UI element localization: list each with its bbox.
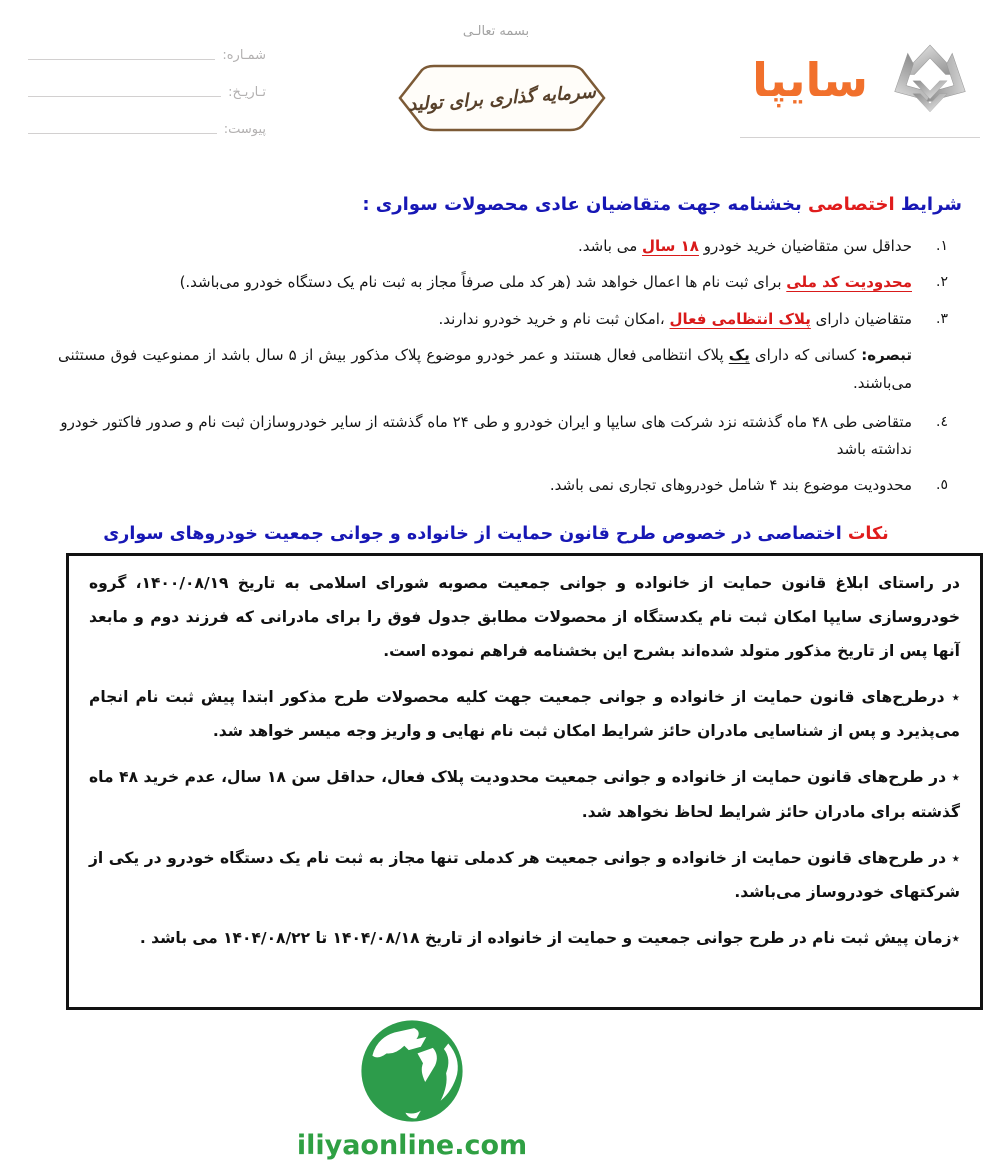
list-item-1 xyxy=(0,233,992,259)
note-underlined-word: یک xyxy=(728,345,750,364)
box-paragraph-5: ٭زمان پیش ثبت نام در طرح جوانی جمعیت و حمایت از خانواده از تاریخ ۱۴۰۴/۰۸/۱۸ تا ۱۴۰۴/۰۸/۲۲ می باشد . xyxy=(139,928,960,947)
watermark xyxy=(292,1016,532,1161)
field-date-blank-line xyxy=(28,95,221,97)
list-item-4 xyxy=(0,409,992,462)
field-number xyxy=(28,48,266,63)
field-attachment-blank-line xyxy=(28,132,217,134)
investment-stamp xyxy=(392,57,612,139)
item-1-text-post: می باشد. xyxy=(578,237,643,255)
item-2-highlight: محدودیت کد ملی xyxy=(786,273,912,292)
box-paragraph-1: در راستای ابلاغ قانون حمایت از خانواده و جوانی جمعیت مصوبه شورای اسلامی به تاریخ ۱۴۰۰/۰۸/۱۹، گروه خودروسازی سایپا امکان ثبت نام یکدستگاه از محصولات مطابق جدول فوق را برای مادرانی که فرزند دوم و مابعد آنها پس از تاریخ مذکور متولد شده‌اند بشرح این بخشنامه فراهم نموده است. xyxy=(89,574,960,661)
stamp-calligraphy-text: سرمایه گذاری برای تولید xyxy=(407,80,597,116)
saipa-emblem-icon xyxy=(876,34,984,126)
saipa-logo-row xyxy=(736,34,984,126)
field-date xyxy=(28,85,266,100)
notes-box xyxy=(66,553,983,1010)
note-label: تبصره: xyxy=(861,345,912,364)
item-2-number: ۲. xyxy=(936,274,948,291)
section2-title-rest: اختصاصی در خصوص طرح قانون حمایت از خانواده و جوانی جمعیت خودروهای سواری xyxy=(103,524,848,544)
item-1-highlight: ۱۸ سال xyxy=(642,237,699,255)
item-1-text: حداقل سن متقاضیان خرید خودرو xyxy=(698,237,912,255)
item-5-text: محدودیت موضوع بند ۴ شامل خودروهای تجاری نمی باشد. xyxy=(549,475,912,494)
item-3-text-post: ،امکان ثبت نام و خرید خودرو ندارند. xyxy=(438,309,670,328)
note-text-post: پلاک انتظامی فعال هستند و عمر خودرو موضوع پلاک مذکور بیش از ۵ سال باشد از ممنوعیت فوق مستثنی می‌باشند. xyxy=(58,345,912,392)
list-item-3 xyxy=(0,306,992,332)
item-1-number: ۱. xyxy=(936,238,948,254)
website-text: iliyaonline.com xyxy=(296,1130,528,1161)
bismillah-text: بسمه تعالـی xyxy=(462,24,530,39)
item-5-number: ٥. xyxy=(936,476,948,493)
section1-title-highlight: اختصاصی xyxy=(808,194,895,215)
item-3-highlight: پلاک انتظامی فعال xyxy=(669,309,811,328)
item-2-text-post: برای ثبت نام ها اعمال خواهد شد (هر کد ملی صرفاً مجاز به ثبت نام یک دستگاه خودرو می‌باشد.) xyxy=(179,273,787,292)
saipa-wordmark: سایپا xyxy=(752,53,868,107)
section2-title xyxy=(0,524,992,544)
item-3-number: ۳. xyxy=(936,310,948,327)
field-number-label: شمـاره: xyxy=(222,48,266,63)
section2-title-highlight: نکات xyxy=(847,524,889,544)
field-attachment xyxy=(28,122,266,137)
logo-underline xyxy=(740,137,980,138)
field-attachment-label: پیوست: xyxy=(223,122,266,137)
box-paragraph-2: ٭ درطرح‌های قانون حمایت از خانواده و جوانی جمعیت جهت کلیه محصولات طرح مذکور ابتدا پیش ثبت نام انجام می‌پذیرد و پس از شناسایی مادران حائز شرایط امکان ثبت نام نهایی و واریز وجه میسر خواهد شد. xyxy=(89,688,960,741)
item-4-text: متقاضی طی ۴۸ ماه گذشته نزد شرکت های سایپا و ایران خودرو و طی ۲۴ ماه گذشته از سایر خودروسازان ثبت نام و صدور فاکتور خودرو نداشته باشد xyxy=(60,413,912,458)
saipa-logo xyxy=(736,34,984,138)
section1-title-pre: شرایط xyxy=(894,194,962,215)
field-date-label: تـاریـخ: xyxy=(228,85,266,100)
box-paragraph-3: ٭ در طرح‌های قانون حمایت از خانواده و جوانی جمعیت محدودیت پلاک فعال، حداقل سن ۱۸ سال، عدم خرید ۴۸ ماه گذشته برای مادران حائز شرایط لحاظ نخواهد شد. xyxy=(89,768,960,821)
section1-title-post: بخشنامه جهت متقاضیان عادی محصولات سواری : xyxy=(362,194,809,215)
field-number-blank-line xyxy=(28,58,215,60)
box-paragraph-4: ٭ در طرح‌های قانون حمایت از خانواده و جوانی جمعیت هر کدملی تنها مجاز به ثبت نام یک دستگاه خودرو در یکی از شرکتهای خودروساز می‌باشد. xyxy=(89,848,960,901)
list-item-2 xyxy=(0,269,992,295)
item-4-number: ٤. xyxy=(936,414,948,431)
note-text: کسانی که دارای xyxy=(749,345,862,364)
note-tabsareh xyxy=(0,342,992,398)
section1-title xyxy=(0,194,962,215)
list-item-5 xyxy=(0,472,992,498)
item-3-text: متقاضیان دارای xyxy=(810,309,912,328)
globe-icon xyxy=(357,1016,467,1126)
reference-fields xyxy=(28,48,266,159)
conditions-list xyxy=(0,233,992,498)
document-body xyxy=(0,194,992,1010)
